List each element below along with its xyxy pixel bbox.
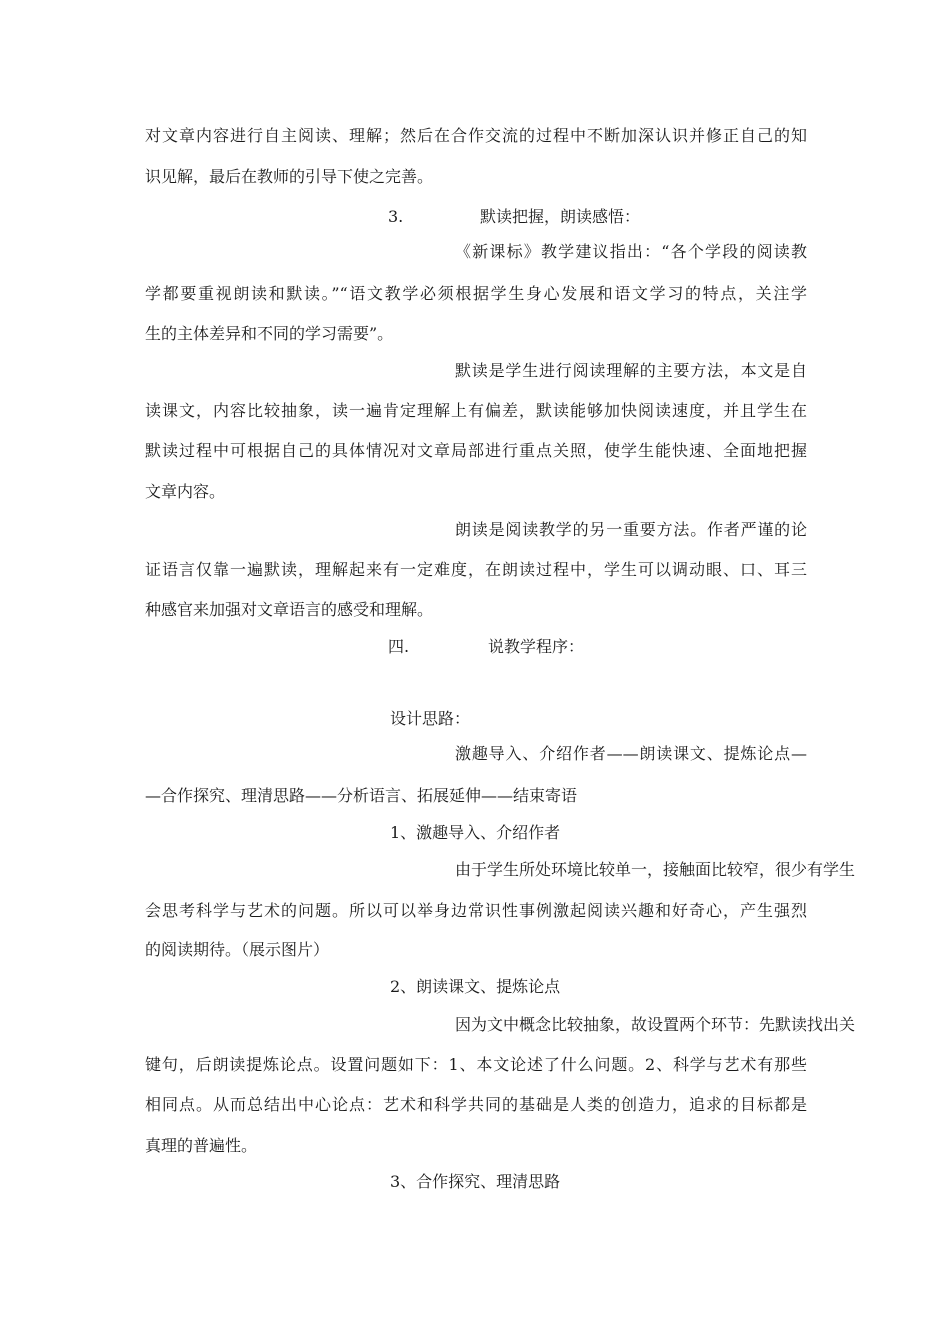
paragraph-line: 学都要重视朗读和默读。”“语文教学必须根据学生身心发展和语文学习的特点，关注学 xyxy=(145,284,807,303)
paragraph-line: 默读过程中可根据自己的具体情况对文章局部进行重点关照，使学生能快速、全面地把握 xyxy=(145,441,807,460)
paragraph-line: 识见解，最后在教师的引导下使之完善。 xyxy=(145,167,434,186)
paragraph-line: 《新课标》教学建议指出：“各个学段的阅读教 xyxy=(455,242,807,261)
paragraph-line: 证语言仅靠一遍默读，理解起来有一定难度，在朗读过程中，学生可以调动眼、口、耳三 xyxy=(145,560,807,579)
paragraph-line: 相同点。从而总结出中心论点：艺术和科学共同的基础是人类的创造力，追求的目标都是 xyxy=(145,1095,807,1114)
paragraph-line: 文章内容。 xyxy=(145,482,226,501)
paragraph-line: 真理的普遍性。 xyxy=(145,1136,258,1155)
step-heading: 1、激趣导入、介绍作者 xyxy=(390,823,561,842)
heading-number: 四. xyxy=(388,637,410,656)
paragraph-line: 默读是学生进行阅读理解的主要方法，本文是自 xyxy=(455,361,807,380)
step-heading: 2、朗读课文、提炼论点 xyxy=(390,977,561,996)
heading-number: 3. xyxy=(388,207,404,226)
paragraph-line: 对文章内容进行自主阅读、理解；然后在合作交流的过程中不断加深认识并修正自己的知 xyxy=(145,126,807,145)
paragraph-line: 生的主体差异和不同的学习需要”。 xyxy=(145,324,394,343)
paragraph-line: 由于学生所处环境比较单一，接触面比较窄，很少有学生 xyxy=(455,860,856,879)
subheading: 设计思路： xyxy=(390,709,471,728)
paragraph-line: 种感官来加强对文章语言的感受和理解。 xyxy=(145,600,434,619)
step-heading: 3、合作探究、理清思路 xyxy=(390,1172,561,1191)
heading-text: 说教学程序： xyxy=(488,637,585,656)
paragraph-line: —合作探究、理清思路——分析语言、拓展延伸——结束寄语 xyxy=(145,786,578,805)
paragraph-line: 读课文，内容比较抽象，读一遍肯定理解上有偏差，默读能够加快阅读速度，并且学生在 xyxy=(145,401,807,420)
paragraph-line: 的阅读期待。（展示图片） xyxy=(145,940,330,959)
paragraph-line: 会思考科学与艺术的问题。所以可以举身边常识性事例激起阅读兴趣和好奇心，产生强烈 xyxy=(145,901,807,920)
paragraph-line: 键句，后朗读提炼论点。设置问题如下：1、本文论述了什么问题。2、科学与艺术有那些 xyxy=(145,1055,807,1074)
paragraph-line: 因为文中概念比较抽象，故设置两个环节：先默读找出关 xyxy=(455,1015,856,1034)
heading-text: 默读把握，朗读感悟： xyxy=(480,207,641,226)
paragraph-line: 朗读是阅读教学的另一重要方法。作者严谨的论 xyxy=(455,520,807,539)
paragraph-line: 激趣导入、介绍作者——朗读课文、提炼论点— xyxy=(455,744,807,763)
